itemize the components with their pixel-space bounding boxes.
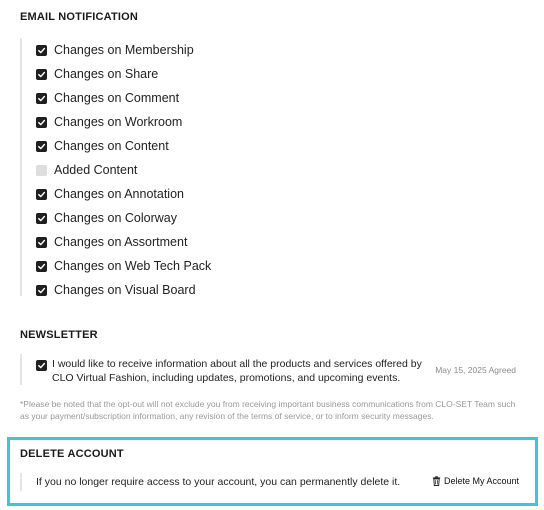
check-icon — [37, 190, 46, 199]
notification-option[interactable] — [36, 182, 336, 206]
notification-option[interactable] — [36, 254, 336, 278]
check-icon — [37, 286, 46, 295]
notification-option[interactable] — [36, 206, 336, 230]
newsletter-title: NEWSLETTER — [20, 329, 98, 341]
newsletter-consent-text: I would like to receive information about all the products and services offered by CLO Virtual Fashion, including updates, promotions, and upcoming events. — [52, 358, 422, 384]
notification-checkbox[interactable] — [36, 117, 47, 128]
notification-option[interactable] — [36, 110, 336, 134]
newsletter-checkbox[interactable] — [36, 360, 47, 371]
check-icon — [37, 70, 46, 79]
notification-label: Added Content — [54, 163, 138, 177]
check-icon — [37, 118, 46, 127]
notification-label: Changes on Share — [54, 67, 159, 81]
notification-option[interactable] — [36, 134, 336, 158]
newsletter-opt-out-note: *Please be noted that the opt-out will not exclude you from receiving important business communications from CLO-SET Team such as your payment/subscription information, any revision of the terms of service, or to inform security messages. — [20, 399, 516, 421]
trash-icon — [432, 476, 441, 486]
email-section-divider — [20, 38, 22, 296]
delete-account-description: If you no longer require access to your account, you can permanently delete it. — [36, 476, 401, 488]
check-icon — [37, 262, 46, 271]
notification-option[interactable] — [36, 38, 336, 62]
notification-option[interactable] — [36, 86, 336, 110]
check-icon — [37, 142, 46, 151]
check-icon — [37, 46, 46, 55]
notification-checkbox[interactable] — [36, 141, 47, 152]
notification-label: Changes on Workroom — [54, 115, 183, 129]
check-icon — [37, 94, 46, 103]
delete-section-divider — [20, 473, 22, 491]
delete-my-account-label: Delete My Account — [444, 476, 520, 486]
notification-label: Changes on Comment — [54, 91, 180, 105]
newsletter-section-divider — [20, 354, 22, 385]
check-icon — [37, 238, 46, 247]
notification-label: Changes on Content — [54, 139, 169, 153]
notification-checkbox[interactable] — [36, 213, 47, 224]
notification-label: Changes on Assortment — [54, 235, 188, 249]
notification-checkbox[interactable] — [36, 69, 47, 80]
notification-option[interactable] — [36, 278, 336, 302]
newsletter-consent-row — [36, 358, 526, 385]
notification-label: Changes on Colorway — [54, 211, 177, 225]
notification-checkbox[interactable] — [36, 93, 47, 104]
newsletter-agreed-date: May 15, 2025 Agreed — [435, 365, 516, 375]
notification-checkbox[interactable] — [36, 189, 47, 200]
notification-label: Changes on Annotation — [54, 187, 184, 201]
notification-option[interactable] — [36, 62, 336, 86]
notification-label: Changes on Web Tech Pack — [54, 259, 212, 273]
notification-label: Changes on Visual Board — [54, 283, 196, 297]
email-notification-list — [36, 38, 336, 302]
notification-checkbox[interactable] — [36, 261, 47, 272]
notification-option[interactable] — [36, 158, 336, 182]
check-icon — [37, 214, 46, 223]
notification-checkbox[interactable] — [36, 45, 47, 56]
notification-label: Changes on Membership — [54, 43, 194, 57]
notification-checkbox[interactable] — [36, 285, 47, 296]
check-icon — [37, 361, 46, 370]
notification-checkbox[interactable] — [36, 237, 47, 248]
notification-option[interactable] — [36, 230, 336, 254]
email-notification-title: EMAIL NOTIFICATION — [20, 11, 139, 23]
delete-account-title: DELETE ACCOUNT — [20, 448, 124, 460]
delete-my-account-button[interactable] — [432, 476, 519, 486]
notification-checkbox[interactable] — [36, 165, 47, 176]
